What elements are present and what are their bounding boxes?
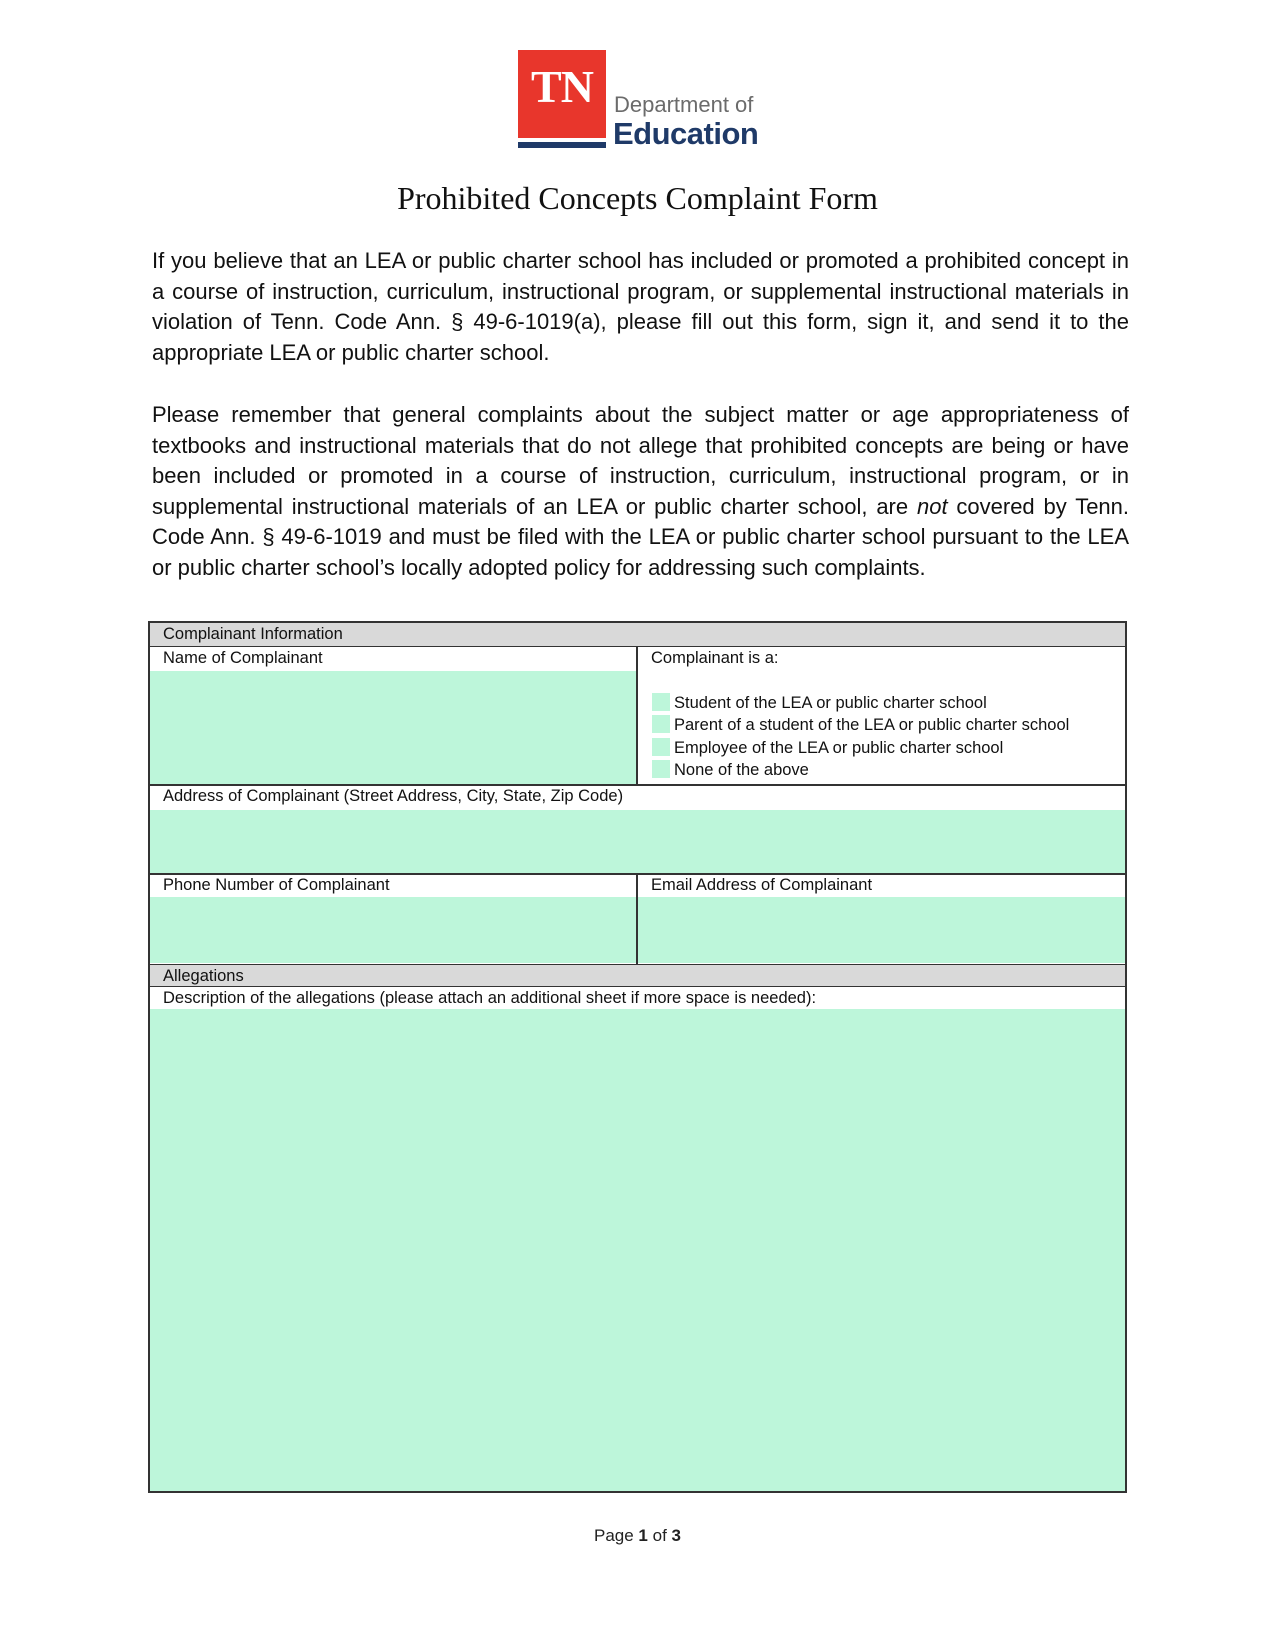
description-label: Description of the allegations (please attach an additional sheet if more space is needed): bbox=[163, 989, 817, 1007]
page-current: 1 bbox=[638, 1526, 648, 1545]
intro-paragraph: If you believe that an LEA or public charter school has included or promoted a prohibited concept in a course of instruction, curriculum, instructional program, or supplemental instructional materials in violation of Tenn. Code Ann. § 49-6-1019(a), please fill out this form, sign it, and send it to the appropriate LEA or public charter school. bbox=[152, 248, 1129, 365]
column-divider bbox=[636, 647, 638, 784]
email-label: Email Address of Complainant bbox=[651, 876, 873, 894]
complaint-form bbox=[148, 621, 1127, 1493]
option-employee[interactable]: Employee of the LEA or public charter school bbox=[652, 738, 1003, 759]
of-word: of bbox=[652, 1526, 667, 1545]
logo-underline bbox=[518, 142, 606, 148]
page-footer bbox=[0, 1526, 1275, 1546]
option-parent[interactable]: Parent of a student of the LEA or public charter school bbox=[652, 715, 1069, 736]
phone-label: Phone Number of Complainant bbox=[163, 876, 390, 894]
address-label: Address of Complainant (Street Address, City, State, Zip Code) bbox=[163, 787, 624, 805]
name-input-field[interactable] bbox=[150, 671, 637, 784]
name-label: Name of Complainant bbox=[163, 649, 323, 667]
logo-education-text: Education bbox=[613, 116, 759, 151]
tn-logo-text: TN bbox=[531, 61, 593, 112]
tn-doe-logo bbox=[518, 50, 768, 152]
option-checkbox[interactable] bbox=[652, 738, 670, 756]
option-checkbox[interactable] bbox=[652, 760, 670, 778]
page-total: 3 bbox=[671, 1526, 682, 1545]
complainant-type-label: Complainant is a: bbox=[651, 649, 779, 667]
option-checkbox[interactable] bbox=[652, 693, 670, 711]
address-input-field[interactable] bbox=[150, 810, 1125, 873]
option-none[interactable]: None of the above bbox=[652, 760, 809, 781]
reminder-text-after: covered by Tenn. Code Ann. § 49-6-1019 and must be filed with the LEA or public charter school pursuant to the LEA or public charter school’s locally adopted policy for addressing such complaints. bbox=[152, 493, 1130, 580]
page-word: Page bbox=[593, 1526, 634, 1545]
reminder-text-before: Please remember that general complaints about the subject matter or age appropriateness of textbooks and instructional materials that do not allege that prohibited concepts are being or have been included or promoted in a course of instruction, curriculum, instructional program, or in supplemental instructional materials of an LEA or public charter school, are bbox=[152, 402, 1129, 519]
reminder-paragraph bbox=[152, 400, 1129, 584]
description-input-field[interactable] bbox=[150, 1009, 1125, 1491]
section-header-complainant: Complainant Information bbox=[150, 623, 1125, 647]
phone-input-field[interactable] bbox=[150, 897, 636, 963]
option-student[interactable]: Student of the LEA or public charter school bbox=[652, 693, 987, 714]
section-header-allegations: Allegations bbox=[150, 964, 1125, 987]
email-input-field[interactable] bbox=[638, 897, 1125, 963]
reminder-emphasis: not bbox=[916, 493, 948, 519]
page-title: Prohibited Concepts Complaint Form bbox=[397, 180, 878, 216]
complainant-type-options bbox=[638, 693, 1125, 783]
logo-department-text: Department of bbox=[614, 92, 754, 117]
column-divider bbox=[636, 874, 638, 964]
option-checkbox[interactable] bbox=[652, 715, 670, 733]
